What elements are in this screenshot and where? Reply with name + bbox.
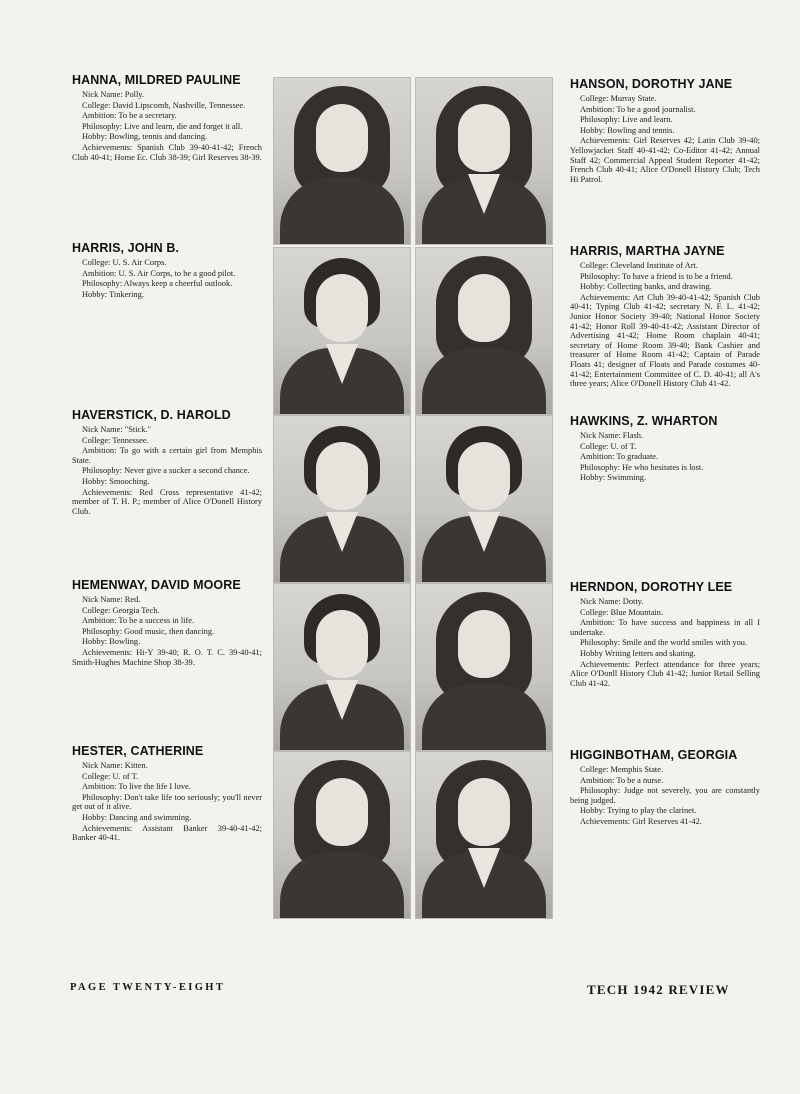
entry-line: Ambition: To be a success in life. xyxy=(82,616,195,626)
page-number: PAGE TWENTY-EIGHT xyxy=(70,982,226,993)
entry-line: Achievements: Red Cross representative 41-42; member of T. H. P.; member of Alice O'Donell History Club. xyxy=(72,487,262,516)
entry-line: Hobby: Smooching. xyxy=(82,476,150,486)
entry-line: College: Tennessee. xyxy=(82,435,149,445)
entry-line: Philosophy: To have a friend is to be a friend. xyxy=(580,271,733,281)
student-entry-higginbotham xyxy=(570,748,760,828)
entry-line: Achievements: Hi-Y 39-40; R. O. T. C. 39-40-41; Smith-Hughes Machine Shop 38-39. xyxy=(72,647,262,667)
student-entry-hawkins xyxy=(570,414,760,484)
student-entry-harris-john xyxy=(72,241,262,300)
entry-line: College: Blue Mountain. xyxy=(580,607,664,617)
student-name: HANNA, MILDRED PAULINE xyxy=(72,73,241,87)
entry-line: Philosophy: Smile and the world smiles with you. xyxy=(580,638,748,648)
entry-line: Nick Name: Red. xyxy=(82,595,141,604)
entry-line: Hobby: Trying to play the clarinet. xyxy=(580,806,697,816)
entry-line: Nick Name: Polly. xyxy=(82,90,145,99)
entry-line: Hobby: Bowling, tennis and dancing. xyxy=(82,132,208,142)
entry-line: Nick Name: "Stick." xyxy=(82,425,151,434)
entry-line: Hobby: Bowling. xyxy=(82,637,141,647)
entry-line: Ambition: To be a nurse. xyxy=(580,775,664,785)
student-entry-hanson xyxy=(570,77,760,185)
entry-line: Philosophy: Never give a sucker a second chance. xyxy=(82,466,250,476)
entry-line: Nick Name: Dotty. xyxy=(580,597,644,606)
student-entry-hester xyxy=(72,744,262,844)
entry-line: Hobby: Tinkering. xyxy=(82,289,144,299)
entry-line: Ambition: To go with a certain girl from Memphis State. xyxy=(72,446,262,465)
entry-line: Hobby: Dancing and swimming. xyxy=(82,812,192,822)
entry-line: College: U. of T. xyxy=(580,441,637,451)
entry-line: Achievements: Perfect attendance for three years; Alice O'Donll History Club 41-42; Junior Retail Selling Club 41-42. xyxy=(570,659,760,688)
entry-line: College: U. of T. xyxy=(82,771,139,781)
entry-line: Hobby: Swimming. xyxy=(580,473,647,483)
student-name: HANSON, DOROTHY JANE xyxy=(570,77,733,91)
student-name: HIGGINBOTHAM, GEORGIA xyxy=(570,748,738,762)
student-name: HAVERSTICK, D. HAROLD xyxy=(72,408,231,422)
student-entry-haverstick xyxy=(72,408,262,517)
entry-line: Hobby: Collecting banks, and drawing. xyxy=(580,282,712,292)
student-entry-herndon xyxy=(570,580,760,689)
entry-line: Ambition: To graduate. xyxy=(580,452,659,462)
publication-title: TECH 1942 REVIEW xyxy=(587,982,730,997)
entry-line: College: Murray State. xyxy=(580,94,657,103)
student-name: HARRIS, MARTHA JAYNE xyxy=(570,244,725,258)
entry-line: College: Cleveland Institute of Art. xyxy=(580,261,698,270)
entry-line: Ambition: To be a good journalist. xyxy=(580,104,696,114)
student-entry-hanna xyxy=(72,73,262,163)
entry-line: Nick Name: Kitten. xyxy=(82,761,148,770)
entry-line: Achievements: Assistant Banker 39-40-41-42; Banker 40-41. xyxy=(72,823,262,843)
student-name: HARRIS, JOHN B. xyxy=(72,241,180,255)
student-name: HERNDON, DOROTHY LEE xyxy=(570,580,733,594)
entry-line: Nick Name: Flash. xyxy=(580,431,644,440)
entry-line: Philosophy: Live and learn, die and forget it all. xyxy=(82,121,243,131)
entry-line: College: David Lipscomb, Nashville, Tennessee. xyxy=(82,100,246,110)
student-name: HEMENWAY, DAVID MOORE xyxy=(72,578,241,592)
entry-line: Achievements: Art Club 39-40-41-42; Spanish Club 40-41; Typing Club 41-42; secretary N. F. L. 41-42; Junior Honor Society 39-40; National Honor Society 41-42; Honor Roll 39-40-41-42; Assistant Director of Advertising 41-42; Home Room chaplain 40-41; secretary of Home Room 39-40; Bank Cashier and treasurer of Home Room 41-42; Captain of Parade Floats 41; designer of Floats and Parade costumes 40-41-42; Entertainment Committee of C. D. 40-41; all A's three years; Alice O'Donell History Club 41-42. xyxy=(570,292,760,389)
entry-line: Achievements: Girl Reserves 42; Latin Club 39-40; Yellowjacket Staff 40-41-42; Co-Editor 41-42; Annual Staff 42; Commercial Appeal Student Reporter 41-42; French Club 40-41; Alice O'Donell History Club; Tech Hi Patrol. xyxy=(570,136,760,184)
entry-line: Hobby Writing letters and skating. xyxy=(580,648,696,658)
student-name: HESTER, CATHERINE xyxy=(72,744,204,758)
portrait-photo xyxy=(273,751,411,919)
portrait-photo xyxy=(415,751,553,919)
portrait-photo xyxy=(273,583,411,751)
entry-line: College: Memphis State. xyxy=(580,765,664,774)
portrait-grid xyxy=(273,77,553,919)
portrait-photo xyxy=(415,415,553,583)
entry-line: Achievements: Girl Reserves 41-42. xyxy=(580,816,702,826)
portrait-photo xyxy=(273,77,411,245)
entry-line: Philosophy: Don't take life too seriously; you'll never get out of it alive. xyxy=(72,792,262,812)
portrait-photo xyxy=(415,583,553,751)
student-entry-hemenway xyxy=(72,578,262,668)
portrait-photo xyxy=(415,77,553,245)
entry-line: Philosophy: Good music, then dancing. xyxy=(82,626,215,636)
student-name: HAWKINS, Z. WHARTON xyxy=(570,414,718,428)
entry-line: Hobby: Bowling and tennis. xyxy=(580,125,675,135)
portrait-photo xyxy=(273,247,411,415)
entry-line: Ambition: To have success and happiness in all I undertake. xyxy=(570,618,760,637)
portrait-photo xyxy=(273,415,411,583)
entry-line: Ambition: To be a secretary. xyxy=(82,111,177,121)
entry-line: College: Georgia Tech. xyxy=(82,605,160,615)
entry-line: Philosophy: Judge not severely, you are constantly being judged. xyxy=(570,786,760,805)
entry-line: Ambition: To live the life I love. xyxy=(82,782,191,792)
entry-line: Achievements: Spanish Club 39-40-41-42; French Club 40-41; Home Ec. Club 38-39; Girl Reserves 38-39. xyxy=(72,142,262,162)
entry-line: Philosophy: Always keep a cheerful outlook. xyxy=(82,279,233,289)
entry-line: Philosophy: Live and learn. xyxy=(580,115,673,125)
entry-line: College: U. S. Air Corps. xyxy=(82,258,167,267)
portrait-photo xyxy=(415,247,553,415)
entry-line: Philosophy: He who hesitates is lost. xyxy=(580,462,704,472)
student-entry-harris-martha xyxy=(570,244,760,390)
entry-line: Ambition: U. S. Air Corps, to be a good pilot. xyxy=(82,268,236,278)
